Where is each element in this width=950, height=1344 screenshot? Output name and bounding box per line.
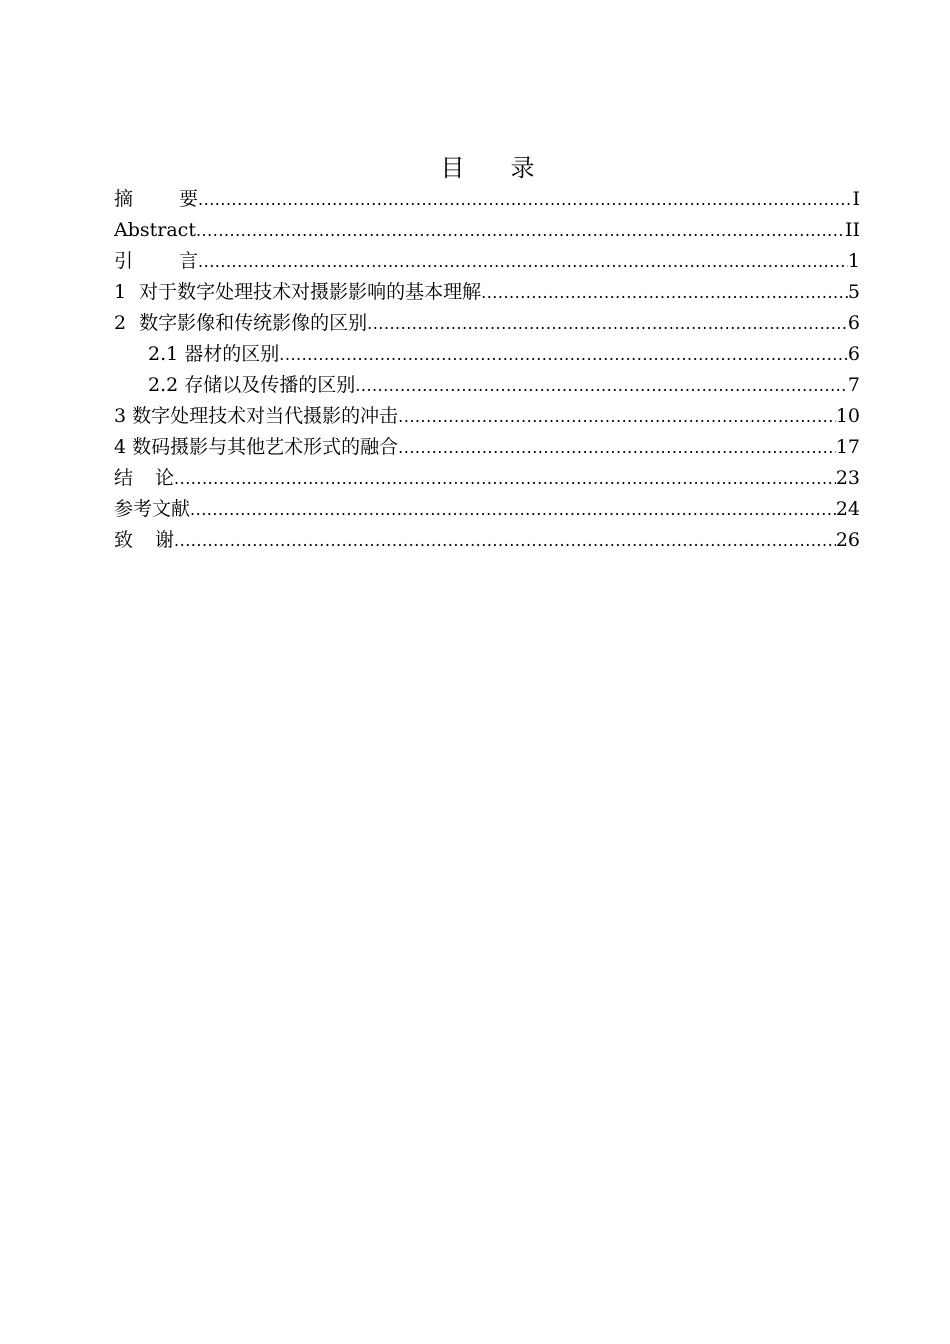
toc-entry-label: 2.1 器材的区别 [148,343,280,365]
toc-leader-dots [190,494,836,525]
toc-leader-dots [174,525,836,556]
toc-entry-chapter-4[interactable] [114,432,860,463]
toc-entry-page: II [844,219,860,241]
toc-entry-label: 引 言 [114,250,199,272]
toc-entry-acknowledgements[interactable] [114,525,860,556]
toc-leader-dots [398,401,836,432]
toc-entry-page: 7 [847,374,860,396]
toc-leader-dots [198,184,852,215]
toc-entry-page: 5 [847,281,860,303]
toc-leader-dots [198,246,848,277]
toc-entry-page: 10 [835,405,860,427]
toc-entry-label: 摘 要 [114,188,199,210]
toc-entry-page: I [852,188,860,210]
toc-entry-page: 23 [835,467,860,489]
toc-entry-chapter-3[interactable] [114,401,860,432]
toc-entry-page: 24 [835,498,860,520]
toc-title-char-1: 目 [440,154,465,182]
toc-leader-dots [196,215,845,246]
toc-entry-label: 结 论 [114,467,175,489]
toc-leader-dots [398,432,836,463]
toc-leader-dots [481,277,848,308]
toc-entry-label: 2.2 存储以及传播的区别 [148,374,356,396]
toc-entry-page: 6 [847,312,860,334]
toc-title [0,150,950,186]
toc-entry-label: 4 数码摄影与其他艺术形式的融合 [114,436,399,458]
toc-entry-abstract-cn[interactable] [114,184,860,215]
toc-entry-conclusion[interactable] [114,463,860,494]
toc-leader-dots [355,370,848,401]
toc-entry-page: 17 [835,436,860,458]
toc-list [114,184,860,556]
toc-entry-label: Abstract [114,219,196,241]
toc-entry-references[interactable] [114,494,860,525]
toc-entry-page: 6 [847,343,860,365]
toc-entry-abstract-en[interactable] [114,215,860,246]
toc-entry-chapter-2[interactable] [114,308,860,339]
toc-title-char-2: 录 [510,154,535,182]
toc-leader-dots [367,308,848,339]
toc-entry-label: 3 数字处理技术对当代摄影的冲击 [114,405,399,427]
toc-entry-chapter-1[interactable] [114,277,860,308]
toc-leader-dots [279,339,848,370]
toc-entry-page: 1 [847,250,860,272]
toc-entry-label: 1 对于数字处理技术对摄影影响的基本理解 [114,281,482,303]
toc-entry-page: 26 [835,529,860,551]
toc-entry-introduction[interactable] [114,246,860,277]
toc-entry-label: 参考文献 [114,498,191,520]
toc-entry-section-2-1[interactable] [114,339,860,370]
toc-leader-dots [174,463,836,494]
toc-entry-label: 2 数字影像和传统影像的区别 [114,312,368,334]
toc-entry-label: 致 谢 [114,529,175,551]
toc-entry-section-2-2[interactable] [114,370,860,401]
